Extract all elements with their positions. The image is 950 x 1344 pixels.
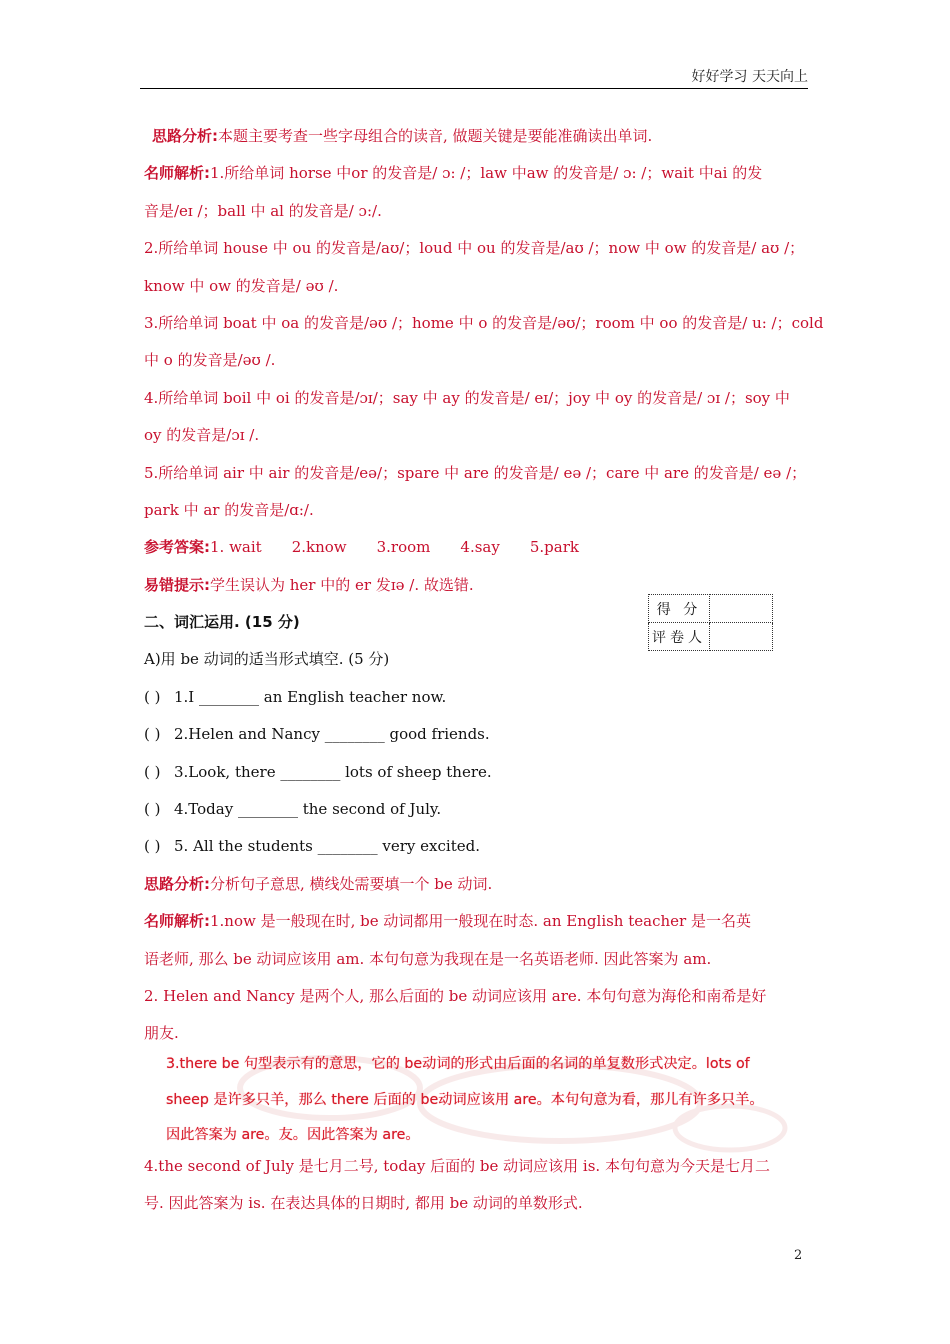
teacher-analysis-line-9: park 中 ar 的发音是/ɑ:/. xyxy=(144,500,314,519)
lower-line: 号. 因此答案为 is. 在表达具体的日期时, 都用 be 动词的单数形式. xyxy=(144,1194,583,1213)
question-5 xyxy=(144,828,808,865)
answer-item: 5.park xyxy=(529,538,579,557)
thinking-label: 思路分析: xyxy=(144,874,210,893)
teacher-analysis-2-continued xyxy=(144,1148,808,1223)
teacher-analysis-2-line-1: 语老师, 那么 be 动词应该用 am. 本句句意为我现在是一名英语老师. 因此答案为 am. xyxy=(144,949,712,968)
answer-label: 参考答案: xyxy=(144,538,210,557)
answer-paren: ( ) xyxy=(144,725,161,744)
question-text: 1.I ________ an English teacher now. xyxy=(174,687,447,706)
teacher-analysis-line-6: 4.所给单词 boil 中 oi 的发音是/ɔɪ/；say 中 ay 的发音是/ eɪ/；joy 中 oy 的发音是/ ɔɪ /；soy 中 xyxy=(144,388,790,407)
answer-paren: ( ) xyxy=(144,687,161,706)
teacher-analysis-2-line-3: 朋友. xyxy=(144,1024,179,1043)
lower-line: 4.the second of July 是七月二号, today 后面的 be 动词应该用 is. 本句句意为今天是七月二 xyxy=(144,1157,770,1175)
thinking-label: 思路分析: xyxy=(152,127,218,145)
teacher-analysis-2-line-0 xyxy=(144,903,808,940)
thinking-text: 本题主要考查一些字母组合的读音, 做题关键是要能准确读出单词. xyxy=(218,127,653,145)
score-box xyxy=(648,594,773,651)
error-text: 学生误认为 her 中的 er 发ɪə /. 故选错. xyxy=(210,575,474,594)
question-2 xyxy=(144,716,808,753)
header-rule xyxy=(140,88,808,89)
question-4 xyxy=(144,791,808,828)
score-cell[interactable] xyxy=(710,595,773,623)
teacher-analysis-line-3: know 中 ow 的发音是/ əʊ /. xyxy=(144,276,339,295)
teacher-analysis-line-5: 中 o 的发音是/əʊ /. xyxy=(144,351,276,370)
scanned-line: 因此答案为 are。友。因此答案为 are。 xyxy=(166,1127,420,1143)
answer-paren: ( ) xyxy=(144,800,161,819)
scanned-line: 3.there be 句型表示有的意思，它的 be动词的形式由后面的名词的单复数形式决定。lots of xyxy=(166,1056,750,1072)
teacher-line: 1.所给单词 horse 中or 的发音是/ ɔ: /；law 中aw 的发音是/ ɔ: /；wait 中ai 的发 xyxy=(210,164,763,183)
answer-paren: ( ) xyxy=(144,762,161,781)
teacher-line: 1.now 是一般现在时, be 动词都用一般现在时态. an English teacher 是一名英 xyxy=(210,912,751,931)
answer-item: 4.say xyxy=(460,538,500,557)
grader-label: 评卷人 xyxy=(649,623,710,651)
thinking-analysis-2 xyxy=(144,866,808,903)
answer-item: 1. wait xyxy=(210,538,262,557)
error-label: 易错提示: xyxy=(144,575,210,594)
main-content xyxy=(144,118,824,1053)
question-text: 4.Today ________ the second of July. xyxy=(174,800,442,819)
thinking-analysis-1 xyxy=(144,118,808,155)
teacher-analysis-line-2: 2.所给单词 house 中 ou 的发音是/aʊ/；loud 中 ou 的发音是/aʊ /；now 中 ow 的发音是/ aʊ /； xyxy=(144,239,805,258)
answer-item: 2.know xyxy=(291,538,347,557)
teacher-label: 名师解析: xyxy=(144,912,210,931)
grader-cell[interactable] xyxy=(710,623,773,651)
section-title: 二、词汇运用. (15 分) xyxy=(144,613,300,632)
page-header: 好好学习 天天向上 xyxy=(691,69,808,85)
teacher-analysis-line-4: 3.所给单词 boat 中 oa 的发音是/əʊ /；home 中 o 的发音是/əʊ/；room 中 oo 的发音是/ u: /；cold xyxy=(144,313,824,332)
question-1 xyxy=(144,679,808,716)
reference-answers xyxy=(144,529,808,566)
teacher-label: 名师解析: xyxy=(144,164,210,183)
teacher-analysis-line-1: 音是/eɪ /；ball 中 al 的发音是/ ɔ:/. xyxy=(144,201,382,220)
teacher-analysis-line-8: 5.所给单词 air 中 air 的发音是/eə/；spare 中 are 的发音是/ eə /；care 中 are 的发音是/ eə /； xyxy=(144,463,807,482)
scanned-line: sheep 是许多只羊，那么 there 后面的 be动词应该用 are。本句句意为看，那儿有许多只羊。 xyxy=(166,1091,764,1108)
section-subtitle: A)用 be 动词的适当形式填空. (5 分) xyxy=(144,650,390,669)
teacher-analysis-line-0 xyxy=(144,155,808,192)
page-number: 2 xyxy=(794,1248,803,1263)
answer-item: 3.room xyxy=(376,538,431,557)
scanned-explanation-3 xyxy=(166,1047,806,1154)
thinking-text: 分析句子意思, 横线处需要填一个 be 动词. xyxy=(210,874,493,893)
score-label: 得 分 xyxy=(649,595,710,623)
question-text: 3.Look, there ________ lots of sheep there. xyxy=(174,762,492,781)
question-text: 5. All the students ________ very excited. xyxy=(174,837,480,856)
teacher-analysis-line-7: oy 的发音是/ɔɪ /. xyxy=(144,426,260,445)
question-text: 2.Helen and Nancy ________ good friends. xyxy=(174,725,490,744)
answer-paren: ( ) xyxy=(144,837,161,856)
teacher-analysis-2-line-2: 2. Helen and Nancy 是两个人, 那么后面的 be 动词应该用 are. 本句句意为海伦和南希是好 xyxy=(144,986,767,1005)
question-3 xyxy=(144,754,808,791)
